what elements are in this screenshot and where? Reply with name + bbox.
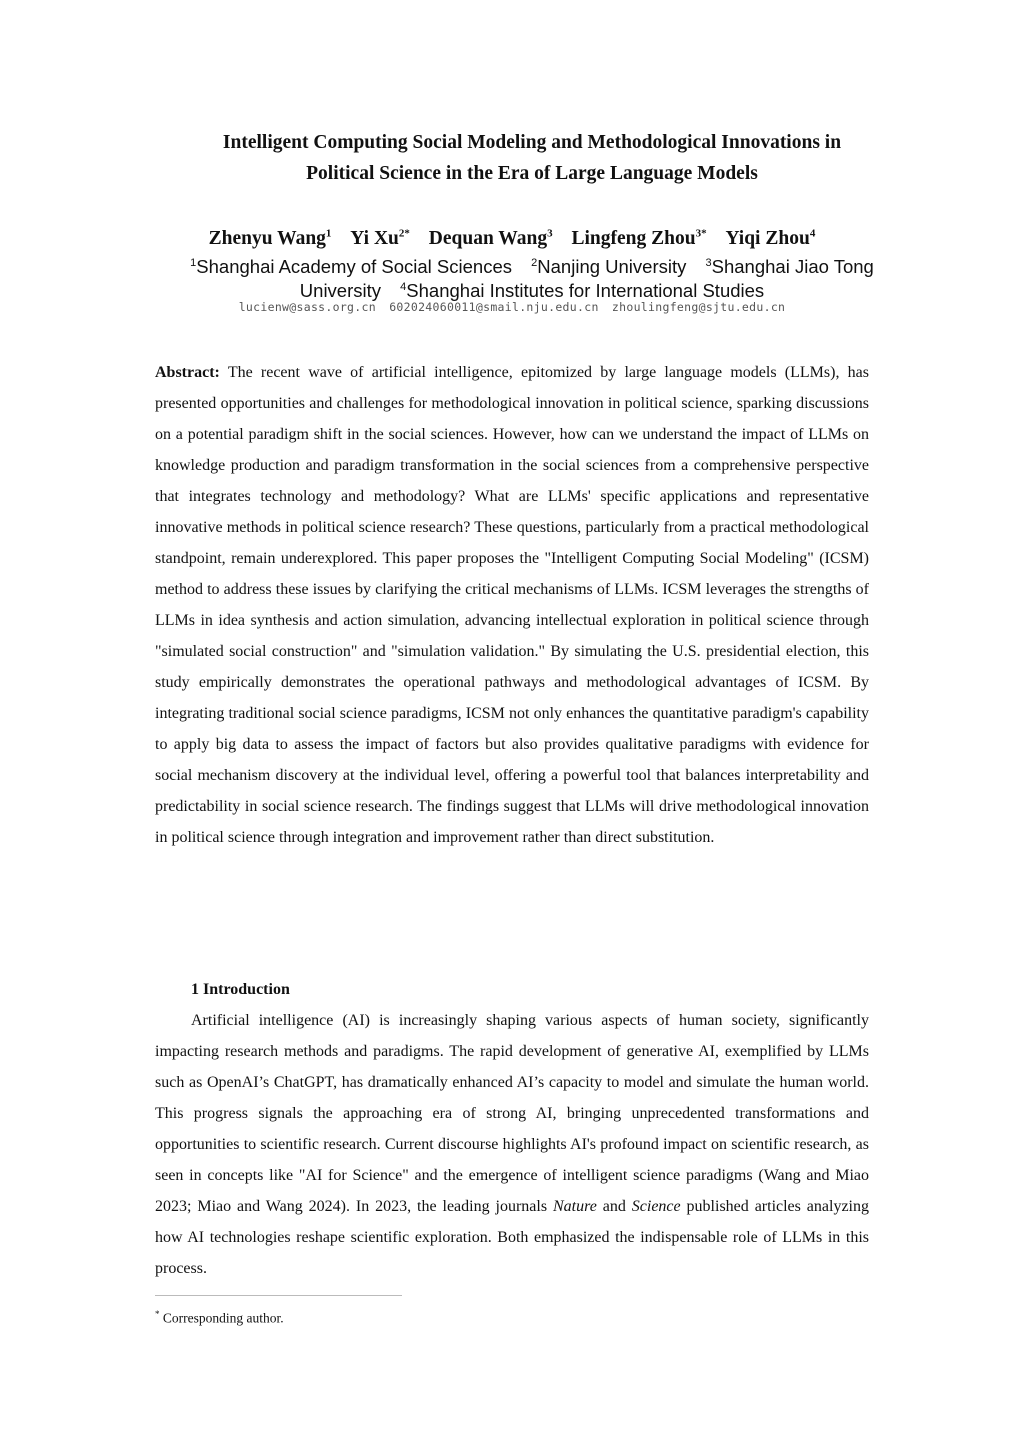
author (571, 228, 706, 249)
author (350, 228, 410, 249)
affiliation-mark: 3 (705, 257, 712, 269)
author-name: Yiqi Zhou (725, 227, 810, 249)
footnote-text: Corresponding author. (162, 1310, 284, 1326)
author (725, 228, 815, 249)
author-name: Yi Xu (350, 227, 399, 249)
affiliation-mark: 2 (531, 257, 538, 269)
author-name: Dequan Wang (428, 227, 548, 249)
author (429, 228, 553, 249)
intro-text: and (596, 1198, 632, 1215)
journal-name: Nature (552, 1198, 597, 1215)
footnote-mark: * (155, 1309, 160, 1319)
email-link[interactable]: zhoulingfeng@sjtu.edu.cn (611, 300, 786, 314)
introduction-paragraph (155, 1005, 869, 1284)
intro-text: Artificial intelligence (AI) is increasingly shaping various aspects of human society, significantly impacting research methods and paradigms. The rapid development of generative AI, exemplified by LLMs such as OpenAI’s ChatGPT, has dramatically enhanced AI’s capacity to model and simulate the human world. This progress signals the approaching era of strong AI, bringing unprecedented transformations and opportunities to scientific research. Current discourse highlights AI's profound impact on scientific research, as seen in concepts like "AI for Science" and the emergence of intelligent science paradigms (Wang and Miao 2023; Miao and Wang 2024). In 2023, the leading journals (155, 1012, 869, 1215)
journal-name: Science (631, 1198, 681, 1215)
author-affiliation-mark: 4 (809, 227, 816, 239)
email-link[interactable]: 602024060011@smail.nju.edu.cn (389, 300, 599, 314)
title-line-1: Intelligent Computing Social Modeling and Methodological Innovations in (222, 132, 842, 153)
abstract (155, 357, 869, 853)
author-name: Lingfeng Zhou (571, 227, 696, 249)
affiliation-name: Shanghai Jiao Tong University (299, 256, 874, 302)
abstract-label: Abstract: (155, 364, 220, 381)
affiliation-name: Shanghai Institutes for International Studies (406, 280, 765, 302)
author-affiliation-mark: 3* (695, 227, 707, 239)
affiliations (150, 253, 914, 301)
author-emails (120, 300, 904, 314)
section-heading: 1 Introduction (191, 981, 290, 998)
author-affiliation-mark: 3 (547, 227, 553, 239)
title-line-2: Political Science in the Era of Large Language Models (306, 163, 758, 184)
author-affiliation-mark: 1 (325, 227, 332, 239)
abstract-text: The recent wave of artificial intelligence, epitomized by large language models (LLMs), has presented opportunities and challenges for methodological innovation in political science, sparking discussions on a potential paradigm shift in the social sciences. However, how can we understand the impact of LLMs on knowledge production and paradigm transformation in the social sciences from a comprehensive perspective that integrates technology and methodology? What are LLMs' specific applications and representative innovative methods in political science research? These questions, particularly from a practical methodological standpoint, remain underexplored. This paper proposes the "Intelligent Computing Social Modeling" (ICSM) method to address these issues by clarifying the critical mechanisms of LLMs. ICSM leverages the strengths of LLMs in idea synthesis and action simulation, advancing intellectual exploration in political science through "simulated social construction" and "simulation validation." By simulating the U.S. presidential election, this study empirically demonstrates the operational pathways and methodological advantages of ICSM. By integrating traditional social science paradigms, ICSM not only enhances the quantitative paradigm's capability to apply big data to assess the impact of factors but also provides qualitative paradigms with evidence for social mechanism discovery at the individual level, offering a powerful tool that balances interpretability and predictability in social science research. The findings suggest that LLMs will drive methodological innovation in political science through integration and improvement rather than direct substitution. (155, 364, 869, 846)
author-name: Zhenyu Wang (208, 227, 326, 249)
author (209, 228, 332, 249)
paper-title (150, 127, 914, 189)
affiliation-mark: 4 (400, 281, 407, 294)
affiliation-mark: 1 (190, 257, 197, 269)
intro-text: published articles analyzing how AI technologies reshape scientific exploration. Both emphasized the indispensable role of LLMs in this process. (155, 1198, 870, 1277)
footnote (155, 1304, 284, 1329)
affiliation-name: Nanjing University (537, 256, 687, 278)
email-link[interactable]: lucienw@sass.org.cn (238, 300, 376, 314)
footnote-divider (155, 1295, 402, 1296)
affiliation-name: Shanghai Academy of Social Sciences (196, 256, 513, 278)
author-affiliation-mark: 2* (398, 227, 410, 239)
author-list (120, 220, 904, 252)
